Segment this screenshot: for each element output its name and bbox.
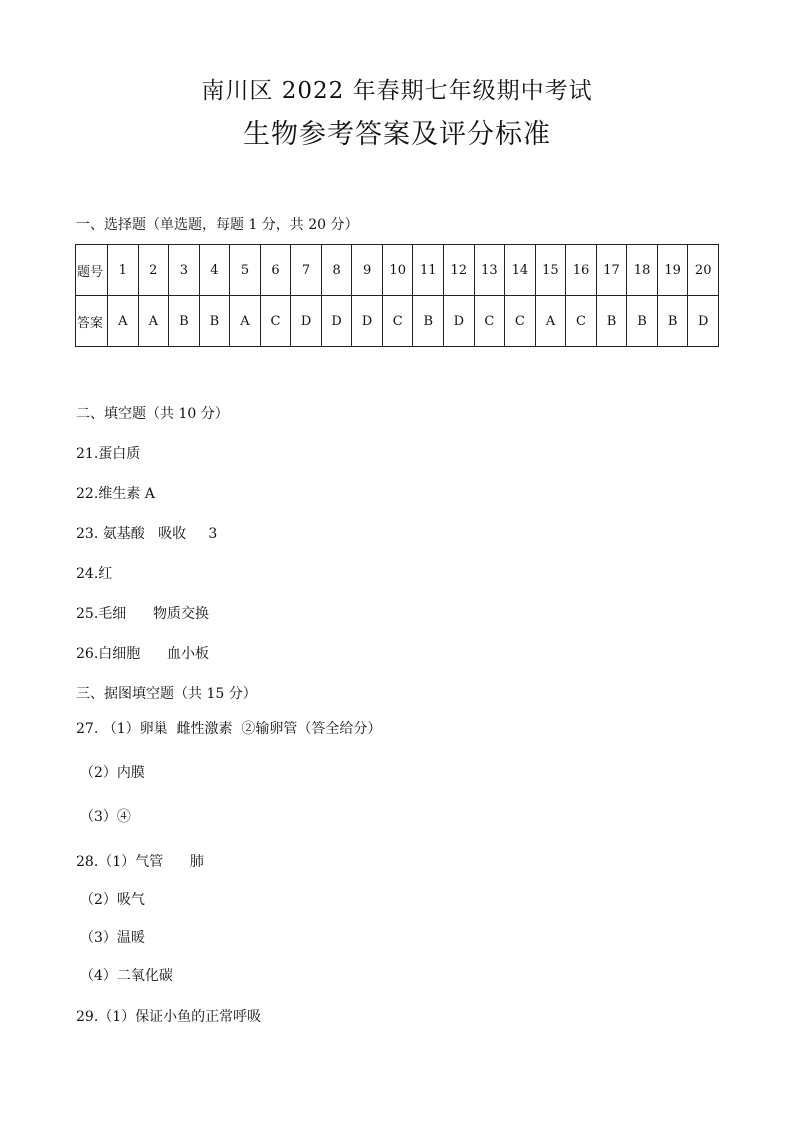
question-number-cell: 18 <box>627 245 658 296</box>
answer-24: 24.红 <box>76 566 113 582</box>
question-number-cell: 2 <box>138 245 169 296</box>
section2-heading: 二、填空题（共 10 分） <box>76 406 229 422</box>
answer-cell: C <box>566 296 597 347</box>
question-number-row <box>76 245 719 296</box>
answer-cell: A <box>138 296 169 347</box>
answer-cell: B <box>657 296 688 347</box>
answer-cell: C <box>260 296 291 347</box>
question-number-cell: 17 <box>596 245 627 296</box>
answer-cell: C <box>474 296 505 347</box>
answer-28-part2: （2）吸气 <box>80 892 145 908</box>
question-number-cell: 10 <box>382 245 413 296</box>
answer-cell: B <box>169 296 200 347</box>
question-number-cell: 12 <box>444 245 475 296</box>
question-number-cell: 7 <box>291 245 322 296</box>
answer-28-part1: 28.（1）气管 肺 <box>76 854 204 870</box>
answer-key-title: 生物参考答案及评分标准 <box>243 119 551 150</box>
question-number-cell: 19 <box>657 245 688 296</box>
question-number-cell: 8 <box>321 245 352 296</box>
answer-28-part4: （4）二氧化碳 <box>80 968 173 984</box>
answer-cell: B <box>627 296 658 347</box>
question-number-label: 题号 <box>76 245 108 296</box>
question-number-cell: 3 <box>169 245 200 296</box>
answer-cell: D <box>688 296 719 347</box>
question-number-cell: 15 <box>535 245 566 296</box>
exam-title: 南川区 2022 年春期七年级期中考试 <box>201 78 593 104</box>
answer-cell: C <box>382 296 413 347</box>
answer-27-part1: 27. （1）卵巢 雌性激素 ②输卵管（答全给分） <box>76 721 382 737</box>
answer-cell: A <box>108 296 139 347</box>
answer-27-part3: （3）④ <box>80 809 131 825</box>
question-number-cell: 5 <box>230 245 261 296</box>
answer-cell: D <box>321 296 352 347</box>
answer-cell: B <box>596 296 627 347</box>
answer-row <box>76 296 719 347</box>
answer-cell: B <box>199 296 230 347</box>
question-number-cell: 11 <box>413 245 444 296</box>
question-number-cell: 9 <box>352 245 383 296</box>
answer-cell: B <box>413 296 444 347</box>
answer-cell: D <box>444 296 475 347</box>
answer-22: 22.维生素 A <box>76 486 155 502</box>
question-number-cell: 1 <box>108 245 139 296</box>
section1-heading: 一、选择题（单选题，每题 1 分，共 20 分） <box>76 217 359 233</box>
section3-heading: 三、据图填空题（共 15 分） <box>76 686 257 702</box>
multiple-choice-answer-table <box>75 244 719 347</box>
answer-29-part1: 29.（1）保证小鱼的正常呼吸 <box>76 1009 262 1025</box>
answer-28-part3: （3）温暖 <box>80 930 145 946</box>
question-number-cell: 6 <box>260 245 291 296</box>
question-number-cell: 20 <box>688 245 719 296</box>
question-number-cell: 14 <box>505 245 536 296</box>
answer-cell: A <box>535 296 566 347</box>
answer-25: 25.毛细 物质交换 <box>76 606 209 622</box>
question-number-cell: 13 <box>474 245 505 296</box>
answer-cell: A <box>230 296 261 347</box>
question-number-cell: 16 <box>566 245 597 296</box>
answer-26: 26.白细胞 血小板 <box>76 646 209 662</box>
answer-cell: D <box>352 296 383 347</box>
answer-27-part2: （2）内膜 <box>80 765 145 781</box>
answer-cell: C <box>505 296 536 347</box>
answer-cell: D <box>291 296 322 347</box>
question-number-cell: 4 <box>199 245 230 296</box>
answer-label: 答案 <box>76 296 108 347</box>
answer-23: 23. 氨基酸 吸收 3 <box>76 526 218 542</box>
answer-21: 21.蛋白质 <box>76 446 141 462</box>
